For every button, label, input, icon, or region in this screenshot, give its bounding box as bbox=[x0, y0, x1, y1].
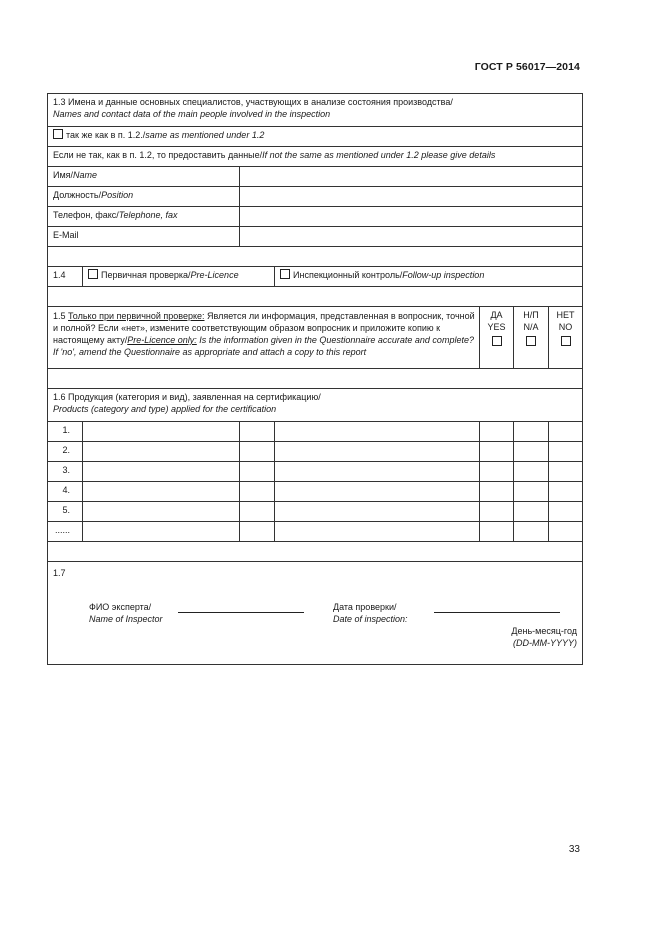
product-cell[interactable] bbox=[275, 462, 480, 482]
product-cell[interactable] bbox=[514, 422, 549, 442]
product-row-number: 2. bbox=[48, 442, 83, 462]
product-cell[interactable] bbox=[275, 442, 480, 462]
product-cell[interactable] bbox=[514, 482, 549, 502]
product-cell[interactable] bbox=[240, 482, 275, 502]
field-row-position bbox=[48, 187, 583, 207]
document-header: ГОСТ Р 56017—2014 bbox=[474, 61, 580, 73]
yes-label-en: YES bbox=[487, 322, 506, 332]
section-1-4-row bbox=[48, 267, 583, 287]
section-1-3-title-en: Names and contact data of the main people involved in the inspection bbox=[53, 109, 331, 119]
product-cell[interactable] bbox=[549, 522, 583, 542]
product-cell[interactable] bbox=[549, 442, 583, 462]
product-cell[interactable] bbox=[549, 502, 583, 522]
section-1-7-number: 1.7 bbox=[53, 568, 66, 578]
spacer-row bbox=[48, 287, 583, 307]
date-label-en: Date of inspection: bbox=[333, 614, 408, 624]
yes-column bbox=[480, 307, 514, 369]
no-label-ru: НЕТ bbox=[556, 310, 575, 320]
section-1-3-title-ru: 1.3 Имена и данные основных специалистов, участвующих в анализе состояния производства/ bbox=[53, 97, 453, 107]
product-cell[interactable] bbox=[240, 462, 275, 482]
product-row bbox=[48, 442, 583, 462]
product-cell[interactable] bbox=[275, 502, 480, 522]
same-as-1-2-label-en: same as mentioned under 1.2 bbox=[145, 130, 265, 140]
field-label-position-en: Position bbox=[101, 190, 134, 200]
product-cell[interactable] bbox=[549, 482, 583, 502]
yes-checkbox[interactable] bbox=[492, 336, 502, 346]
spacer-row bbox=[48, 542, 583, 562]
follow-up-label-en: Follow-up inspection bbox=[402, 270, 485, 280]
section-1-5-row bbox=[48, 307, 583, 369]
product-cell[interactable] bbox=[549, 462, 583, 482]
product-cell[interactable] bbox=[83, 462, 240, 482]
section-1-4-number: 1.4 bbox=[48, 267, 83, 287]
product-cell[interactable] bbox=[240, 422, 275, 442]
na-label-ru: Н/П bbox=[523, 310, 539, 320]
product-cell[interactable] bbox=[480, 522, 514, 542]
field-label-telephone-en: Telephone, fax bbox=[118, 210, 178, 220]
product-row bbox=[48, 482, 583, 502]
product-cell[interactable] bbox=[83, 422, 240, 442]
section-1-6-title-ru: 1.6 Продукция (категория и вид), заявленная на сертификацию/ bbox=[53, 392, 321, 402]
follow-up-label-ru: Инспекционный контроль/ bbox=[293, 270, 403, 280]
field-label-name-en: Name bbox=[73, 170, 98, 180]
product-row-number: 1. bbox=[48, 422, 83, 442]
product-row bbox=[48, 422, 583, 442]
product-cell[interactable] bbox=[480, 462, 514, 482]
product-cell[interactable] bbox=[83, 482, 240, 502]
product-cell[interactable] bbox=[83, 442, 240, 462]
product-cell[interactable] bbox=[480, 502, 514, 522]
field-input-email[interactable] bbox=[240, 227, 583, 247]
product-row bbox=[48, 462, 583, 482]
product-cell[interactable] bbox=[514, 442, 549, 462]
product-cell[interactable] bbox=[275, 482, 480, 502]
same-as-1-2-label-ru: так же как в п. 1.2./ bbox=[66, 130, 146, 140]
product-row-number: 4. bbox=[48, 482, 83, 502]
na-checkbox[interactable] bbox=[526, 336, 536, 346]
date-format-ru: День-месяц-год bbox=[511, 626, 578, 636]
field-input-position[interactable] bbox=[240, 187, 583, 207]
date-format-en: (DD-MM-YYYY) bbox=[513, 638, 578, 648]
section-1-5-text-en: Is the information given in the Questionnaire accurate and complete? If 'no', amend the Questionnaire as appropriate and attach a copy to this report bbox=[53, 335, 474, 357]
product-cell[interactable] bbox=[480, 482, 514, 502]
pre-licence-checkbox[interactable] bbox=[88, 269, 98, 279]
product-cell[interactable] bbox=[83, 522, 240, 542]
section-1-7-row bbox=[48, 562, 583, 665]
product-cell[interactable] bbox=[480, 422, 514, 442]
field-label-telephone-ru: Телефон, факс/ bbox=[53, 210, 119, 220]
section-1-3-title-row bbox=[48, 94, 583, 127]
product-cell[interactable] bbox=[240, 502, 275, 522]
inspector-label-en: Name of Inspector bbox=[89, 614, 163, 624]
section-1-6-title-en: Products (category and type) applied for the certification bbox=[53, 404, 277, 414]
section-1-5-question bbox=[48, 307, 480, 369]
inspector-label-ru: ФИО эксперта/ bbox=[89, 602, 152, 612]
product-cell[interactable] bbox=[549, 422, 583, 442]
inspection-form-table bbox=[47, 93, 583, 665]
product-cell[interactable] bbox=[240, 522, 275, 542]
if-not-same-row bbox=[48, 147, 583, 167]
yes-label-ru: ДА bbox=[490, 310, 503, 320]
product-row-number: 3. bbox=[48, 462, 83, 482]
follow-up-checkbox[interactable] bbox=[280, 269, 290, 279]
field-row-name bbox=[48, 167, 583, 187]
no-label-en: NO bbox=[558, 322, 573, 332]
spacer-row bbox=[48, 247, 583, 267]
if-not-same-ru: Если не так, как в п. 1.2, то предоставить данные/ bbox=[53, 150, 263, 160]
na-label-en: N/A bbox=[523, 322, 539, 332]
field-label-email: E-Mail bbox=[53, 230, 79, 240]
product-row bbox=[48, 522, 583, 542]
product-cell[interactable] bbox=[240, 442, 275, 462]
date-label bbox=[333, 601, 408, 625]
field-row-telephone bbox=[48, 207, 583, 227]
section-1-5-number: 1.5 bbox=[53, 311, 69, 321]
product-cell[interactable] bbox=[275, 422, 480, 442]
pre-licence-label-ru: Первичная проверка/ bbox=[101, 270, 191, 280]
pre-licence-label-en: Pre-Licence bbox=[190, 270, 239, 280]
same-as-1-2-checkbox[interactable] bbox=[53, 129, 63, 139]
na-column bbox=[514, 307, 549, 369]
no-checkbox[interactable] bbox=[561, 336, 571, 346]
inspector-label bbox=[89, 601, 163, 625]
field-label-position-ru: Должность/ bbox=[53, 190, 102, 200]
product-row-number: 5. bbox=[48, 502, 83, 522]
if-not-same-en: If not the same as mentioned under 1.2 please give details bbox=[262, 150, 496, 160]
date-label-ru: Дата проверки/ bbox=[333, 602, 397, 612]
same-as-1-2-row bbox=[48, 127, 583, 147]
product-cell[interactable] bbox=[514, 522, 549, 542]
inspector-signature-line[interactable] bbox=[178, 612, 304, 613]
date-format-hint bbox=[511, 625, 577, 649]
field-label-name-ru: Имя/ bbox=[53, 170, 74, 180]
page-number: 33 bbox=[568, 844, 580, 855]
product-cell[interactable] bbox=[480, 442, 514, 462]
no-column bbox=[549, 307, 583, 369]
product-cell[interactable] bbox=[514, 502, 549, 522]
product-cell[interactable] bbox=[83, 502, 240, 522]
product-row-number: ...... bbox=[48, 522, 83, 542]
section-1-5-text-ru: Является ли информация, представленная в вопросник, точной и полной? Если «нет», измените соответствующим образом вопросник и приложите копию к настоящему акту/ bbox=[53, 311, 475, 345]
section-1-5-underlined-ru: Только при первичной проверке: bbox=[68, 311, 205, 321]
product-cell[interactable] bbox=[275, 522, 480, 542]
field-input-telephone[interactable] bbox=[240, 207, 583, 227]
date-signature-line[interactable] bbox=[434, 612, 560, 613]
field-input-name[interactable] bbox=[240, 167, 583, 187]
spacer-row bbox=[48, 369, 583, 389]
product-cell[interactable] bbox=[514, 462, 549, 482]
section-1-6-title-row bbox=[48, 389, 583, 422]
field-row-email bbox=[48, 227, 583, 247]
product-row bbox=[48, 502, 583, 522]
signature-block bbox=[48, 562, 582, 664]
section-1-5-underlined-en: Pre-Licence only: bbox=[127, 335, 197, 345]
